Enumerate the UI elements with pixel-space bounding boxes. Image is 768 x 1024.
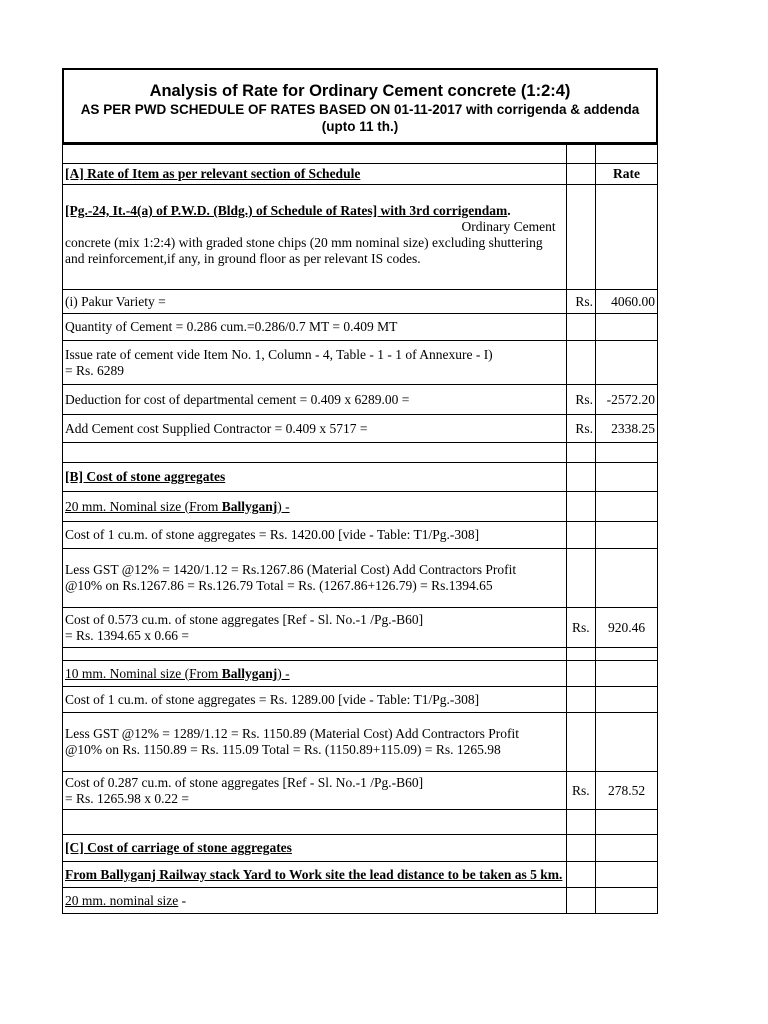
- row-label: Cost of 1 cu.m. of stone aggregates = Rs. 1420.00 [vide - Table: T1/Pg.-308]: [63, 522, 567, 549]
- row-label: Cost of 1 cu.m. of stone aggregates = Rs. 1289.00 [vide - Table: T1/Pg.-308]: [63, 687, 567, 713]
- carriage-size-20-label: 20 mm. nominal size -: [63, 888, 567, 914]
- section-c-heading: [C] Cost of carriage of stone aggregates: [63, 835, 567, 862]
- item-description-row: [63, 185, 658, 290]
- table-row: [63, 661, 658, 687]
- row-label-line: = Rs. 6289: [65, 362, 124, 378]
- currency-label: Rs.: [566, 772, 595, 810]
- section-a-heading: [A] Rate of Item as per relevant section of Schedule: [63, 164, 567, 185]
- spacer-row: [63, 443, 658, 463]
- table-row: [63, 290, 658, 314]
- table-row: [63, 549, 658, 608]
- table-row: [63, 862, 658, 888]
- row-label: Quantity of Cement = 0.286 cum.=0.286/0.7 MT = 0.409 MT: [63, 314, 567, 341]
- currency-label: Rs.: [566, 608, 595, 648]
- table-row: [63, 492, 658, 522]
- item-description: [63, 185, 567, 290]
- table-row: [63, 415, 658, 443]
- table-row: [63, 522, 658, 549]
- section-b-heading: [B] Cost of stone aggregates: [63, 463, 567, 492]
- aggregate-size-10-label: 10 mm. Nominal size (From Ballyganj) -: [63, 661, 567, 687]
- rate-value: -2572.20: [596, 385, 658, 415]
- table-row: [63, 341, 658, 385]
- currency-label: Rs.: [566, 290, 595, 314]
- table-row: [63, 888, 658, 914]
- row-label: Deduction for cost of departmental cement = 0.409 x 6289.00 =: [63, 385, 567, 415]
- header-box: [62, 68, 658, 144]
- description-right-text: Ordinary Cement: [461, 219, 556, 234]
- rate-analysis-sheet: [62, 68, 658, 914]
- table-row: [63, 687, 658, 713]
- section-c-header-row: [63, 835, 658, 862]
- reference-dot: .: [507, 203, 511, 218]
- table-row: [63, 713, 658, 772]
- rate-value: 2338.25: [596, 415, 658, 443]
- lead-distance-note: From Ballyganj Railway stack Yard to Work site the lead distance to be taken as 5 km.: [63, 862, 567, 888]
- row-label: Less GST @12% = 1289/1.12 = Rs. 1150.89 (Material Cost) Add Contractors Profit @10% on Rs. 1150.89 = Rs. 115.09 Total = Rs. (1150.89+115.09) = Rs. 1265.98: [63, 713, 567, 772]
- schedule-reference: [Pg.-24, It.-4(a) of P.W.D. (Bldg.) of Schedule of Rates] with 3rd corrigendam: [65, 203, 508, 218]
- row-label-line: Issue rate of cement vide Item No. 1, Column - 4, Table - 1 - 1 of Annexure - I): [65, 346, 493, 362]
- row-label: Cost of 0.287 cu.m. of stone aggregates [Ref - Sl. No.-1 /Pg.-B60] = Rs. 1265.98 x 0.22 =: [63, 772, 567, 810]
- description-text: concrete (mix 1:2:4) with graded stone chips (20 mm nominal size) excluding shuttering and reinforcement,if any, in ground floor as per relevant IS codes.: [65, 235, 543, 266]
- aggregate-size-20-label: 20 mm. Nominal size (From Ballyganj) -: [63, 492, 567, 522]
- rate-value: 278.52: [596, 772, 658, 810]
- section-a-header-row: [63, 164, 658, 185]
- page-title: Analysis of Rate for Ordinary Cement concrete (1:2:4): [149, 82, 571, 100]
- spacer-row: [63, 145, 658, 164]
- row-label: Less GST @12% = 1420/1.12 = Rs.1267.86 (Material Cost) Add Contractors Profit @10% on Rs.1267.86 = Rs.126.79 Total = Rs. (1267.86+126.79) = Rs.1394.65: [63, 549, 567, 608]
- rate-value: 920.46: [596, 608, 658, 648]
- table-row: [63, 772, 658, 810]
- rate-column-header: Rate: [596, 164, 658, 185]
- row-label: (i) Pakur Variety =: [63, 290, 567, 314]
- section-b-header-row: [63, 463, 658, 492]
- page-subtitle: AS PER PWD SCHEDULE OF RATES BASED ON 01-11-2017 with corrigenda & addenda (upto 11 th.): [80, 102, 640, 134]
- rate-table: [62, 144, 658, 914]
- row-label: Add Cement cost Supplied Contractor = 0.409 x 5717 =: [63, 415, 567, 443]
- table-row: [63, 608, 658, 648]
- spacer-row: [63, 810, 658, 835]
- spacer-row: [63, 648, 658, 661]
- row-label: Cost of 0.573 cu.m. of stone aggregates [Ref - Sl. No.-1 /Pg.-B60] = Rs. 1394.65 x 0.66 =: [63, 608, 567, 648]
- currency-label: Rs.: [566, 385, 595, 415]
- currency-label: Rs.: [566, 415, 595, 443]
- rate-value: 4060.00: [596, 290, 658, 314]
- row-label: [63, 341, 567, 385]
- table-row: [63, 314, 658, 341]
- table-row: [63, 385, 658, 415]
